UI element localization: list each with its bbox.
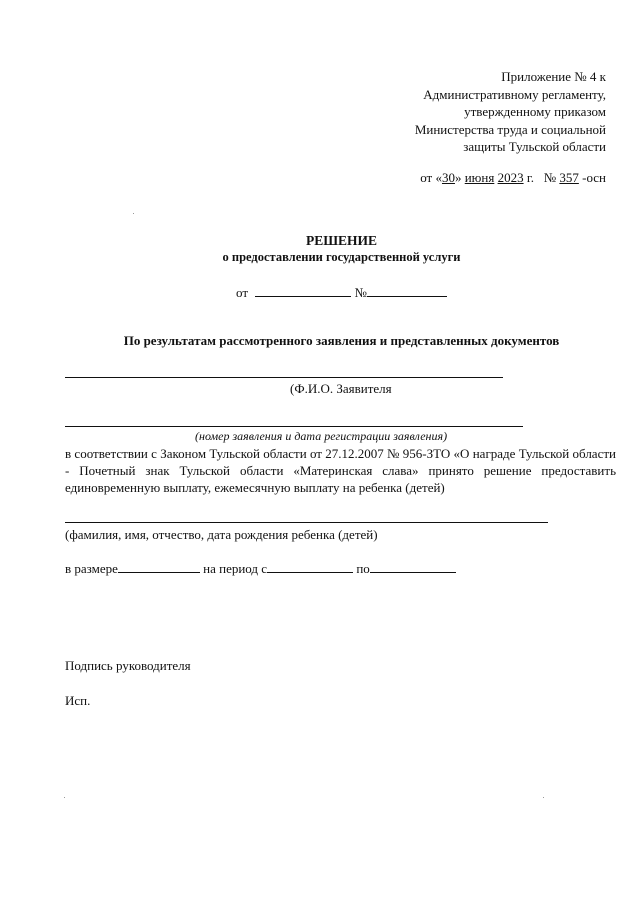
to-label: по — [356, 561, 370, 576]
order-year: 2023 — [497, 170, 524, 185]
signature-label: Подпись руководителя — [65, 658, 191, 673]
decision-paragraph: в соответствии с Законом Тульской области от 27.12.2007 № 956-ЗТО «О награде Тульской области - Почетный знак Тульской области «Материнская слава» принято решение предоставить единовременную выплату, ежемесячную выплату на ребенка (детей) — [65, 446, 616, 495]
child-name-blank[interactable] — [65, 522, 548, 523]
order-month: июня — [464, 170, 495, 185]
period-end-blank[interactable] — [370, 561, 456, 573]
appendix-line: Административному регламенту, — [423, 86, 606, 102]
number-blank[interactable] — [367, 285, 447, 297]
order-mid: » — [454, 170, 465, 185]
results-heading: По результатам рассмотренного заявления и представленных документов — [123, 333, 560, 348]
child-caption: (фамилия, имя, отчество, дата рождения ребенка (детей) — [65, 527, 378, 542]
document-subtitle: о предоставлении государственной услуги — [222, 250, 461, 264]
executor-label: Исп. — [65, 693, 91, 708]
application-number-blank[interactable] — [65, 426, 523, 427]
order-number: 357 — [559, 170, 579, 185]
date-blank[interactable] — [255, 285, 351, 297]
amount-blank[interactable] — [118, 561, 200, 573]
amount-label: в размере — [65, 561, 118, 576]
appendix-line: утвержденному приказом — [464, 104, 606, 119]
appendix-header — [376, 68, 606, 156]
document-title: РЕШЕНИЕ — [305, 233, 378, 248]
from-label: от — [236, 285, 249, 300]
scan-speck — [133, 213, 134, 214]
scan-speck — [543, 797, 544, 798]
applicant-name-blank[interactable] — [65, 377, 503, 378]
applicant-caption: (Ф.И.О. Заявителя — [290, 381, 392, 396]
appendix-line: защиты Тульской области — [463, 139, 606, 154]
application-caption: (номер заявления и дата регистрации заявления) — [195, 429, 448, 443]
scan-speck — [64, 797, 65, 798]
appendix-line: Министерства труда и социальной — [414, 121, 606, 137]
period-label: на период с — [203, 561, 268, 576]
order-reference — [420, 170, 606, 186]
period-start-blank[interactable] — [267, 561, 353, 573]
order-year-suffix: г. № — [523, 170, 560, 185]
order-prefix: от « — [420, 170, 442, 185]
date-number-line — [236, 285, 447, 301]
amount-period-line — [65, 561, 456, 577]
order-day: 30 — [441, 170, 455, 185]
order-suffix: -осн — [578, 170, 606, 185]
number-label: № — [354, 285, 367, 300]
appendix-line: Приложение № 4 к — [501, 69, 606, 84]
